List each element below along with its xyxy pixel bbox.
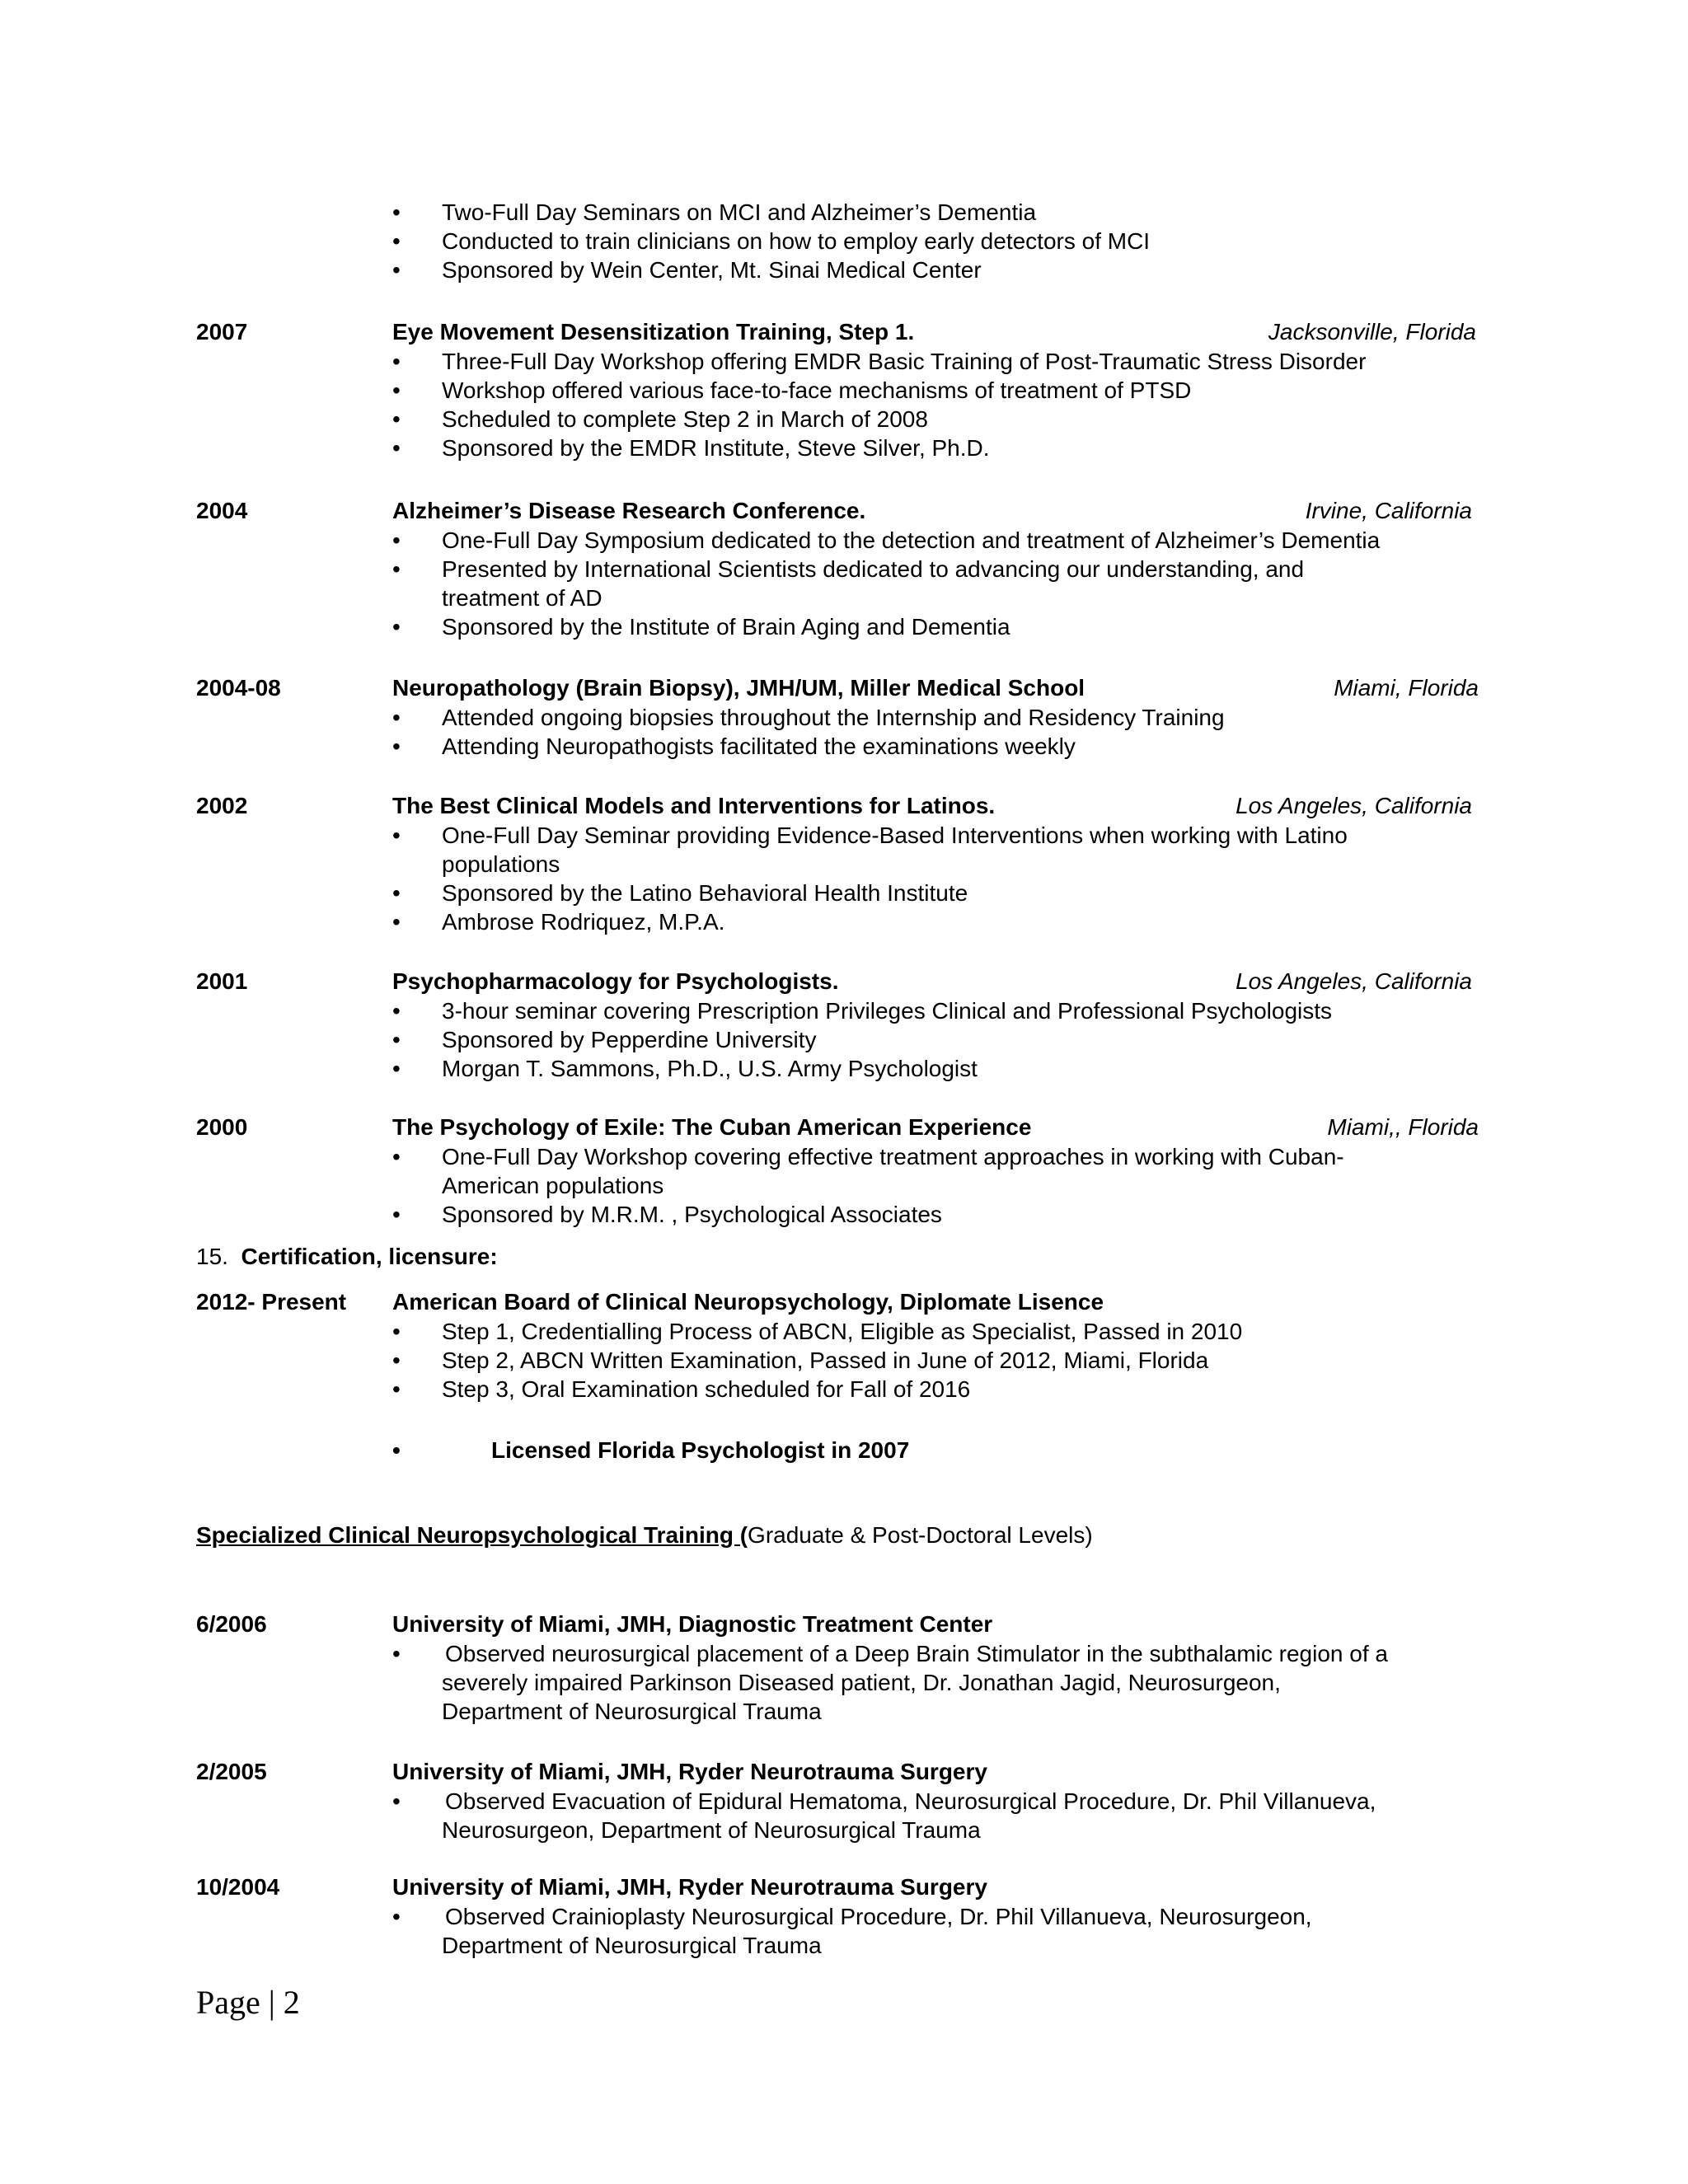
entry-title: Alzheimer’s Disease Research Conference. [392,498,866,523]
entry-year: 2004-08 [196,675,281,701]
training-title: University of Miami, JMH, Ryder Neurotrauma Surgery [392,1874,987,1900]
entry-title: The Best Clinical Models and Interventions for Latinos. [392,793,996,818]
bullet-item: • Conducted to train clinicians on how to employ early detectors of MCI [392,227,1464,255]
bullet-item: • One-Full Day Workshop covering effective treatment approaches in working with Cuban- [392,1142,1464,1171]
training-bullet-list [392,1787,1464,1844]
specialized-subtitle: Graduate & Post-Doctoral Levels) [748,1522,1093,1548]
bullet-continuation [392,1816,1464,1844]
entry-title: Neuropathology (Brain Biopsy), JMH/UM, Miller Medical School [392,675,1085,701]
bullet-item: • Scheduled to complete Step 2 in March of 2008 [392,405,1464,434]
bullet-item: • Workshop offered various face-to-face mechanisms of treatment of PTSD [392,376,1464,405]
bullet-item: • Sponsored by the Institute of Brain Aging and Dementia [392,612,1464,641]
training-title: University of Miami, JMH, Ryder Neurotrauma Surgery [392,1759,987,1784]
entry-location: Los Angeles, California [1236,793,1472,818]
bullet-item: • One-Full Day Seminar providing Evidence-Based Interventions when working with Latino [392,821,1464,850]
entry-location: Miami,, Florida [1327,1114,1479,1140]
entry-year: 2002 [196,793,248,818]
bullet-item: • Presented by International Scientists dedicated to advancing our understanding, and [392,555,1464,583]
entry-year: 2001 [196,968,248,994]
entry-location: Los Angeles, California [1236,968,1472,994]
entry-location: Miami, Florida [1334,675,1479,701]
bullet-item: • Sponsored by Wein Center, Mt. Sinai Medical Center [392,255,1464,284]
specialized-heading [196,1521,1093,1549]
entry-location: Irvine, California [1305,498,1472,523]
training-date: 2/2005 [196,1759,267,1784]
continuation-text: populations [442,851,560,877]
continuation-text: Department of Neurosurgical Trauma [442,1699,822,1724]
bullet-item: • Attending Neuropathogists facilitated the examinations weekly [392,732,1464,761]
section-number: 15. [196,1244,228,1269]
bullet-item: • Three-Full Day Workshop offering EMDR Basic Training of Post-Traumatic Stress Disorder [392,347,1464,376]
entry-year: 2012- Present [196,1289,347,1315]
bullet-continuation [392,850,1464,879]
entry-title: Eye Movement Desensitization Training, Step 1. [392,319,915,344]
entry-year: 2007 [196,319,248,344]
bullet-continuation [392,1171,1464,1200]
bullet-item: • Observed Evacuation of Epidural Hematoma, Neurosurgical Procedure, Dr. Phil Villanueva, [392,1787,1464,1816]
continuation-text: Neurosurgeon, Department of Neurosurgical Trauma [442,1817,981,1843]
bullet-item: • Observed Crainioplasty Neurosurgical Procedure, Dr. Phil Villanueva, Neurosurgeon, [392,1902,1464,1931]
entry-bullet-list [392,347,1464,462]
entry-year: 2004 [196,498,248,523]
bullet-item: • Sponsored by Pepperdine University [392,1025,1464,1054]
license-bullet-list [392,1436,1464,1465]
bullet-continuation [392,1931,1464,1960]
top-bullet-list [392,198,1464,284]
bullet-item: • Observed neurosurgical placement of a Deep Brain Stimulator in the subthalamic region of a [392,1639,1464,1668]
continuation-text: treatment of AD [442,585,603,611]
bullet-item: • 3-hour seminar covering Prescription Privileges Clinical and Professional Psychologists [392,996,1464,1025]
page-number: Page | 2 [196,1984,300,2021]
training-date: 10/2004 [196,1874,280,1900]
training-title: University of Miami, JMH, Diagnostic Treatment Center [392,1611,993,1637]
bullet-item: • Sponsored by the Latino Behavioral Health Institute [392,879,1464,907]
bullet-item: • Attended ongoing biopsies throughout the Internship and Residency Training [392,703,1464,732]
bullet-continuation [392,583,1464,612]
bullet-item: • One-Full Day Symposium dedicated to the detection and treatment of Alzheimer’s Dementia [392,526,1464,555]
entry-bullet-list [392,1317,1464,1404]
entry-bullet-list [392,526,1464,641]
bullet-item: • Sponsored by the EMDR Institute, Steve Silver, Ph.D. [392,434,1464,462]
entry-title: Psychopharmacology for Psychologists. [392,968,839,994]
specialized-title: Specialized Clinical Neuropsychological Training ( [196,1522,748,1548]
bullet-item: • Step 3, Oral Examination scheduled for Fall of 2016 [392,1375,1464,1404]
bullet-item: • Morgan T. Sammons, Ph.D., U.S. Army Psychologist [392,1054,1464,1083]
entry-bullet-list [392,821,1464,936]
entry-year: 2000 [196,1114,248,1140]
entry-bullet-list [392,996,1464,1083]
entry-title: The Psychology of Exile: The Cuban American Experience [392,1114,1032,1140]
bullet-item: • Ambrose Rodriquez, M.P.A. [392,907,1464,936]
continuation-text: severely impaired Parkinson Diseased patient, Dr. Jonathan Jagid, Neurosurgeon, [442,1670,1281,1695]
continuation-text: American populations [442,1173,664,1198]
training-date: 6/2006 [196,1611,267,1637]
entry-location: Jacksonville, Florida [1268,319,1476,344]
training-bullet-list [392,1639,1464,1726]
entry-bullet-list [392,1142,1464,1229]
bullet-item: • Sponsored by M.R.M. , Psychological Associates [392,1200,1464,1229]
section-label: Certification, licensure: [241,1244,498,1269]
entry-title: American Board of Clinical Neuropsychology, Diplomate Lisence [392,1289,1104,1315]
entry-bullet-list [392,703,1464,761]
bullet-continuation [392,1697,1464,1726]
continuation-text: Department of Neurosurgical Trauma [442,1933,822,1958]
bullet-item: • Step 1, Credentialling Process of ABCN, Eligible as Specialist, Passed in 2010 [392,1317,1464,1346]
bullet-item: • Step 2, ABCN Written Examination, Passed in June of 2012, Miami, Florida [392,1346,1464,1375]
bullet-item: • Two-Full Day Seminars on MCI and Alzheimer’s Dementia [392,198,1464,227]
license-item: • Licensed Florida Psychologist in 2007 [392,1436,1464,1465]
bullet-continuation [392,1668,1464,1697]
section-heading [196,1242,498,1271]
training-bullet-list [392,1902,1464,1960]
